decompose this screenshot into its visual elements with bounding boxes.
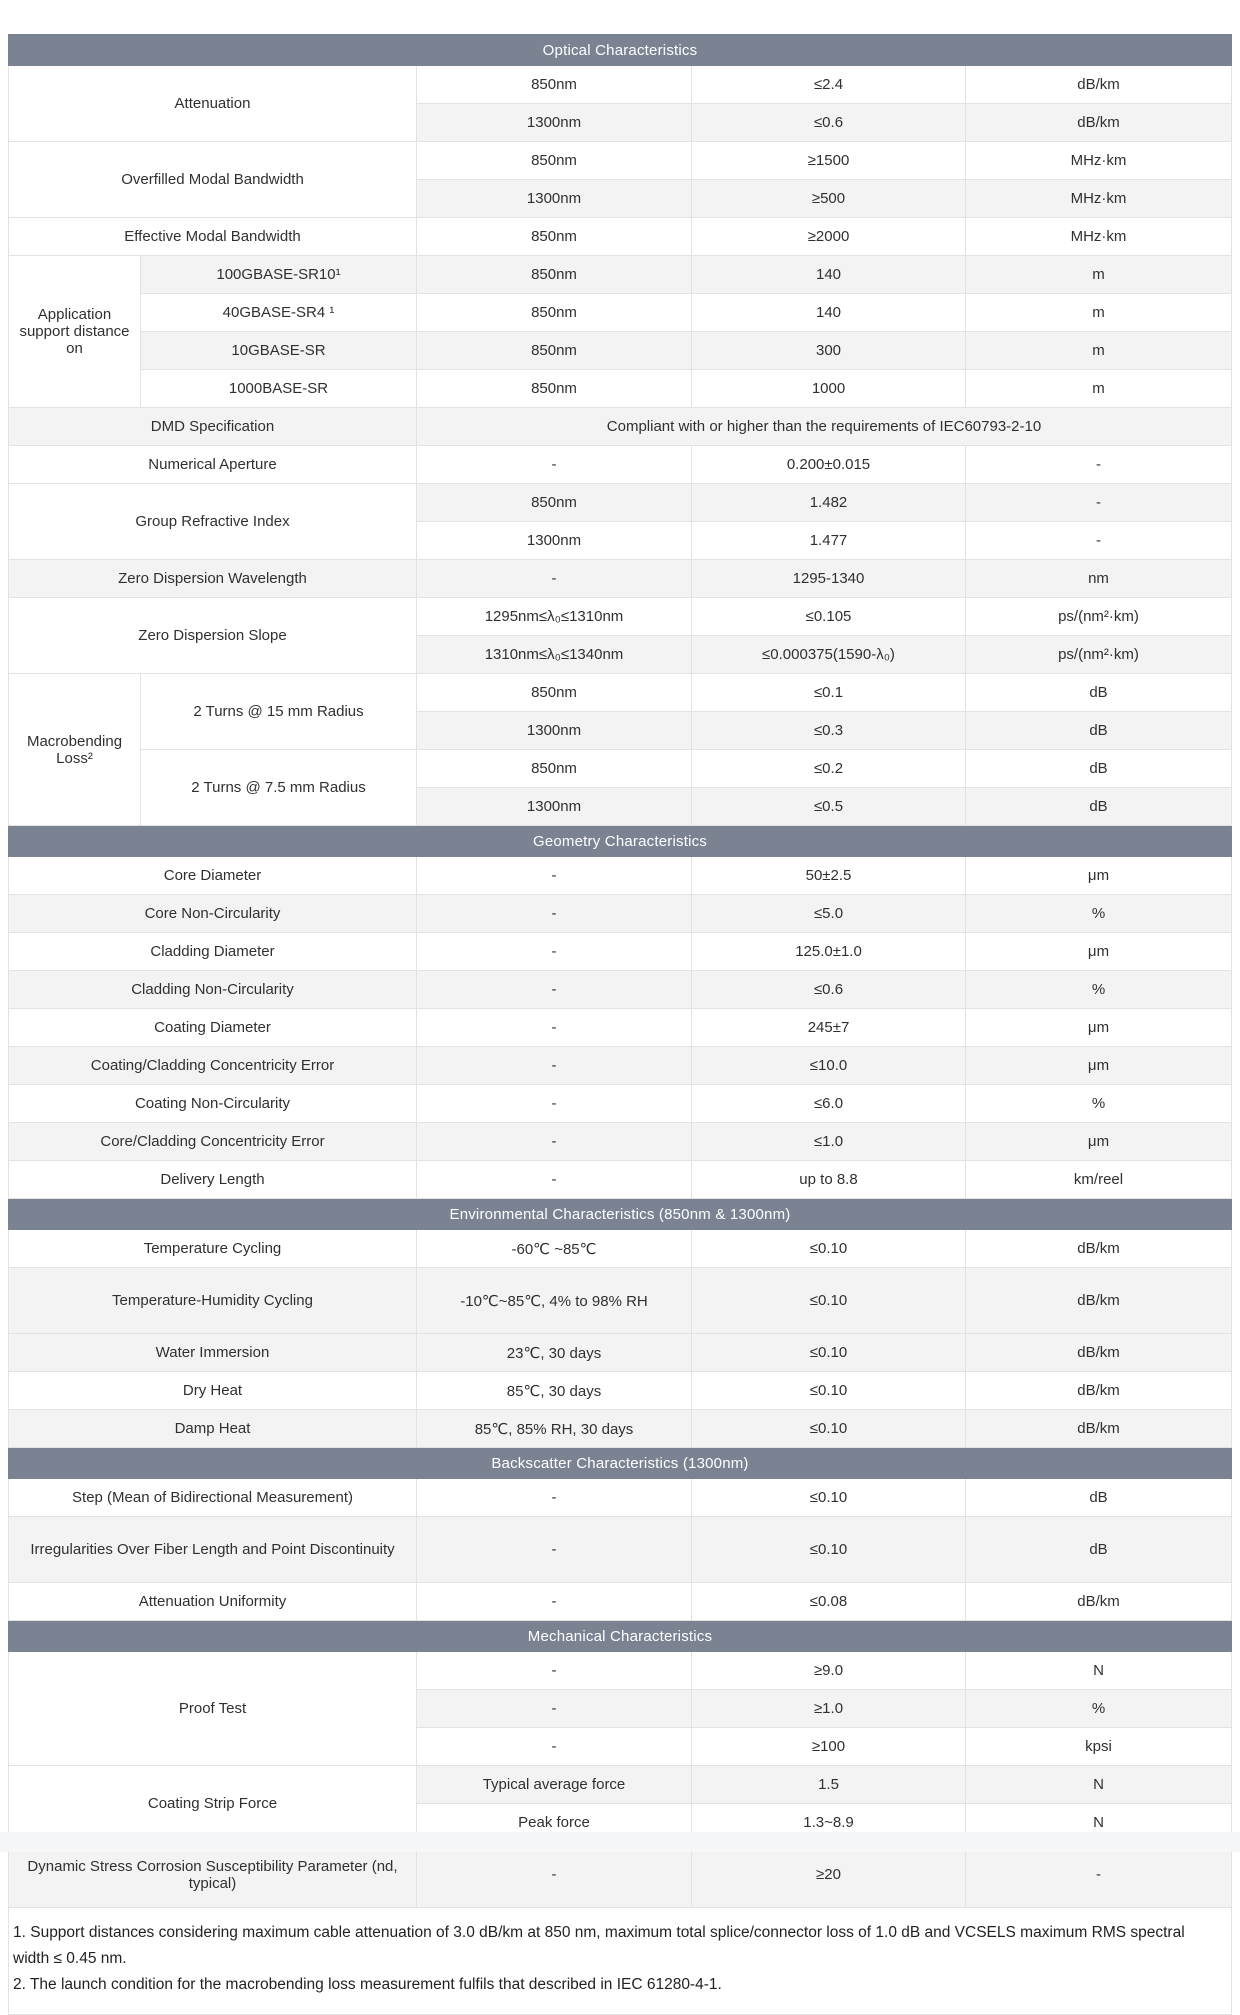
value-cell: ≤0.10 — [692, 1230, 966, 1268]
table-row — [9, 1161, 1232, 1199]
value-cell: ≤0.10 — [692, 1334, 966, 1372]
value-cell: 0.200±0.015 — [692, 446, 966, 484]
unit-cell: μm — [966, 1047, 1232, 1085]
condition-cell: - — [417, 1009, 692, 1047]
value-cell: 1.5 — [692, 1766, 966, 1804]
unit-cell: μm — [966, 857, 1232, 895]
subparam-cell: 2 Turns @ 15 mm Radius — [141, 674, 417, 750]
value-cell: ≤0.6 — [692, 104, 966, 142]
condition-cell: 850nm — [417, 66, 692, 104]
unit-cell: N — [966, 1766, 1232, 1804]
unit-cell: % — [966, 1085, 1232, 1123]
section-row-geometry — [9, 826, 1232, 857]
table-row — [9, 1372, 1232, 1410]
condition-cell: - — [417, 1842, 692, 1908]
unit-cell: dB/km — [966, 104, 1232, 142]
value-cell: 140 — [692, 256, 966, 294]
value-cell: 125.0±1.0 — [692, 933, 966, 971]
value-cell: 245±7 — [692, 1009, 966, 1047]
unit-cell: dB/km — [966, 1230, 1232, 1268]
condition-cell: - — [417, 1479, 692, 1517]
condition-cell: 850nm — [417, 218, 692, 256]
condition-cell: 1295nm≤λ₀≤1310nm — [417, 598, 692, 636]
condition-cell: - — [417, 446, 692, 484]
unit-cell: - — [966, 446, 1232, 484]
condition-cell: - — [417, 1690, 692, 1728]
unit-cell: MHz·km — [966, 218, 1232, 256]
value-cell: 50±2.5 — [692, 857, 966, 895]
param-cell: Step (Mean of Bidirectional Measurement) — [9, 1479, 417, 1517]
value-cell: ≤0.10 — [692, 1410, 966, 1448]
condition-cell: -60℃ ~85℃ — [417, 1230, 692, 1268]
param-cell: Group Refractive Index — [9, 484, 417, 560]
table-row — [9, 1652, 1232, 1690]
unit-cell: m — [966, 332, 1232, 370]
unit-cell: ps/(nm²·km) — [966, 636, 1232, 674]
subparam-cell: 1000BASE-SR — [141, 370, 417, 408]
value-cell: ≤10.0 — [692, 1047, 966, 1085]
unit-cell: dB/km — [966, 1372, 1232, 1410]
param-cell: Core/Cladding Concentricity Error — [9, 1123, 417, 1161]
param-cell: Attenuation — [9, 66, 417, 142]
unit-cell: dB — [966, 788, 1232, 826]
condition-cell: Typical average force — [417, 1766, 692, 1804]
param-cell: Zero Dispersion Slope — [9, 598, 417, 674]
table-row — [9, 408, 1232, 446]
unit-cell: N — [966, 1652, 1232, 1690]
table-row — [9, 560, 1232, 598]
table-row — [9, 1583, 1232, 1621]
unit-cell: dB — [966, 750, 1232, 788]
value-cell: ≥20 — [692, 1842, 966, 1908]
condition-cell: - — [417, 560, 692, 598]
value-cell: ≥1.0 — [692, 1690, 966, 1728]
unit-cell: dB — [966, 712, 1232, 750]
condition-cell: 85℃, 85% RH, 30 days — [417, 1410, 692, 1448]
condition-cell: 850nm — [417, 370, 692, 408]
value-cell: ≤0.1 — [692, 674, 966, 712]
unit-cell: dB — [966, 1479, 1232, 1517]
param-cell: Numerical Aperture — [9, 446, 417, 484]
value-cell: ≤1.0 — [692, 1123, 966, 1161]
unit-cell: dB — [966, 1517, 1232, 1583]
unit-cell: MHz·km — [966, 142, 1232, 180]
param-cell: Core Diameter — [9, 857, 417, 895]
condition-cell: - — [417, 1047, 692, 1085]
unit-cell: dB/km — [966, 1268, 1232, 1334]
table-row — [9, 294, 1232, 332]
param-cell: Dry Heat — [9, 1372, 417, 1410]
condition-cell: 850nm — [417, 674, 692, 712]
value-cell: ≤0.6 — [692, 971, 966, 1009]
condition-cell: - — [417, 1123, 692, 1161]
value-cell: ≥9.0 — [692, 1652, 966, 1690]
condition-cell: 1300nm — [417, 522, 692, 560]
value-cell: 1.482 — [692, 484, 966, 522]
unit-cell: kpsi — [966, 1728, 1232, 1766]
unit-cell: km/reel — [966, 1161, 1232, 1199]
footnotes-row — [9, 1908, 1232, 2015]
unit-cell: dB/km — [966, 1410, 1232, 1448]
condition-cell: 1310nm≤λ₀≤1340nm — [417, 636, 692, 674]
condition-cell: 850nm — [417, 332, 692, 370]
unit-cell: m — [966, 256, 1232, 294]
value-cell: ≤0.08 — [692, 1583, 966, 1621]
condition-cell: - — [417, 857, 692, 895]
value-cell: 1295-1340 — [692, 560, 966, 598]
table-row — [9, 933, 1232, 971]
table-row — [9, 370, 1232, 408]
unit-cell: dB/km — [966, 1583, 1232, 1621]
table-row — [9, 1410, 1232, 1448]
footnote-2: 2. The launch condition for the macrobending loss measurement fulfils that described in IEC 61280-4-1. — [13, 1976, 722, 1993]
unit-cell: m — [966, 294, 1232, 332]
condition-cell: 1300nm — [417, 712, 692, 750]
spec-table-body — [9, 35, 1232, 2015]
unit-cell: - — [966, 484, 1232, 522]
condition-cell: 850nm — [417, 256, 692, 294]
footnote-1: 1. Support distances considering maximum cable attenuation of 3.0 dB/km at 850 nm, maximum total splice/connector loss of 1.0 dB and VCSELS maximum RMS spectral width ≤ 0.45 nm. — [13, 1924, 1185, 1967]
condition-cell: - — [417, 895, 692, 933]
table-row — [9, 1766, 1232, 1804]
value-cell: ≤0.5 — [692, 788, 966, 826]
condition-cell: - — [417, 1161, 692, 1199]
table-row — [9, 750, 1232, 788]
table-row — [9, 218, 1232, 256]
condition-cell: - — [417, 1085, 692, 1123]
subparam-cell: 2 Turns @ 7.5 mm Radius — [141, 750, 417, 826]
condition-cell: 850nm — [417, 294, 692, 332]
param-cell: Application support distance on — [9, 256, 141, 408]
table-row — [9, 66, 1232, 104]
page-footer-strip — [0, 1832, 1240, 1852]
section-header-geometry: Geometry Characteristics — [9, 826, 1232, 857]
value-cell: ≤0.10 — [692, 1372, 966, 1410]
value-cell: ≤0.2 — [692, 750, 966, 788]
param-cell: Coating Diameter — [9, 1009, 417, 1047]
table-row — [9, 332, 1232, 370]
unit-cell: nm — [966, 560, 1232, 598]
param-cell: Coating Strip Force — [9, 1766, 417, 1842]
param-cell: Coating/Cladding Concentricity Error — [9, 1047, 417, 1085]
param-cell: Core Non-Circularity — [9, 895, 417, 933]
unit-cell: μm — [966, 1123, 1232, 1161]
param-cell: Attenuation Uniformity — [9, 1583, 417, 1621]
param-cell: Coating Non-Circularity — [9, 1085, 417, 1123]
unit-cell: N — [966, 1804, 1232, 1842]
table-row — [9, 895, 1232, 933]
table-row — [9, 1517, 1232, 1583]
value-cell: ≤0.105 — [692, 598, 966, 636]
table-row — [9, 1009, 1232, 1047]
condition-cell: 1300nm — [417, 180, 692, 218]
unit-cell: - — [966, 522, 1232, 560]
value-cell: up to 8.8 — [692, 1161, 966, 1199]
subparam-cell: 10GBASE-SR — [141, 332, 417, 370]
unit-cell: % — [966, 1690, 1232, 1728]
table-row — [9, 674, 1232, 712]
footnotes — [9, 1908, 1232, 2015]
unit-cell: μm — [966, 1009, 1232, 1047]
value-cell: ≤0.10 — [692, 1479, 966, 1517]
param-cell: Effective Modal Bandwidth — [9, 218, 417, 256]
condition-cell: 23℃, 30 days — [417, 1334, 692, 1372]
value-cell: ≥1500 — [692, 142, 966, 180]
value-cell: ≥100 — [692, 1728, 966, 1766]
param-cell: Temperature Cycling — [9, 1230, 417, 1268]
param-cell: Zero Dispersion Wavelength — [9, 560, 417, 598]
value-cell: ≥2000 — [692, 218, 966, 256]
condition-cell: - — [417, 1728, 692, 1766]
section-header-optical: Optical Characteristics — [9, 35, 1232, 66]
table-row — [9, 484, 1232, 522]
param-cell: Water Immersion — [9, 1334, 417, 1372]
condition-cell: 850nm — [417, 142, 692, 180]
param-cell: Cladding Diameter — [9, 933, 417, 971]
condition-cell: 1300nm — [417, 104, 692, 142]
param-cell: Delivery Length — [9, 1161, 417, 1199]
unit-cell: % — [966, 971, 1232, 1009]
param-cell: Overfilled Modal Bandwidth — [9, 142, 417, 218]
unit-cell: - — [966, 1842, 1232, 1908]
condition-cell: Peak force — [417, 1804, 692, 1842]
condition-cell: 850nm — [417, 484, 692, 522]
condition-cell: 85℃, 30 days — [417, 1372, 692, 1410]
param-cell: DMD Specification — [9, 408, 417, 446]
value-cell: ≤2.4 — [692, 66, 966, 104]
param-cell: Dynamic Stress Corrosion Susceptibility Parameter (nd, typical) — [9, 1842, 417, 1908]
table-row — [9, 1479, 1232, 1517]
value-cell: ≤0.000375(1590-λ₀) — [692, 636, 966, 674]
table-row — [9, 446, 1232, 484]
condition-cell: - — [417, 1517, 692, 1583]
param-cell: Macrobending Loss² — [9, 674, 141, 826]
table-row — [9, 598, 1232, 636]
unit-cell: ps/(nm²·km) — [966, 598, 1232, 636]
value-cell: 1.477 — [692, 522, 966, 560]
condition-cell: - — [417, 971, 692, 1009]
section-header-backscatter: Backscatter Characteristics (1300nm) — [9, 1448, 1232, 1479]
table-row — [9, 142, 1232, 180]
unit-cell: MHz·km — [966, 180, 1232, 218]
subparam-cell: 40GBASE-SR4 ¹ — [141, 294, 417, 332]
condition-cell: - — [417, 1583, 692, 1621]
condition-cell: -10℃~85℃, 4% to 98% RH — [417, 1268, 692, 1334]
condition-cell: - — [417, 1652, 692, 1690]
unit-cell: % — [966, 895, 1232, 933]
param-cell: Temperature-Humidity Cycling — [9, 1268, 417, 1334]
unit-cell: dB/km — [966, 1334, 1232, 1372]
condition-cell: 850nm — [417, 750, 692, 788]
table-row — [9, 1334, 1232, 1372]
value-cell: 1000 — [692, 370, 966, 408]
param-cell: Cladding Non-Circularity — [9, 971, 417, 1009]
section-row-backscatter — [9, 1448, 1232, 1479]
unit-cell: μm — [966, 933, 1232, 971]
param-cell: Irregularities Over Fiber Length and Point Discontinuity — [9, 1517, 417, 1583]
table-row — [9, 971, 1232, 1009]
table-row — [9, 256, 1232, 294]
param-cell: Proof Test — [9, 1652, 417, 1766]
value-cell: ≤0.3 — [692, 712, 966, 750]
value-cell: ≥500 — [692, 180, 966, 218]
value-cell: ≤6.0 — [692, 1085, 966, 1123]
unit-cell: dB — [966, 674, 1232, 712]
table-row — [9, 857, 1232, 895]
section-row-optical — [9, 35, 1232, 66]
section-row-mechanical — [9, 1621, 1232, 1652]
section-header-mechanical: Mechanical Characteristics — [9, 1621, 1232, 1652]
value-cell: 1.3~8.9 — [692, 1804, 966, 1842]
table-row — [9, 1085, 1232, 1123]
table-row — [9, 1230, 1232, 1268]
section-header-environmental: Environmental Characteristics (850nm & 1300nm) — [9, 1199, 1232, 1230]
value-cell: 140 — [692, 294, 966, 332]
table-row — [9, 1047, 1232, 1085]
unit-cell: m — [966, 370, 1232, 408]
condition-cell: 1300nm — [417, 788, 692, 826]
param-cell: Damp Heat — [9, 1410, 417, 1448]
condition-cell: - — [417, 933, 692, 971]
value-cell: ≤0.10 — [692, 1517, 966, 1583]
value-cell: 300 — [692, 332, 966, 370]
value-cell: Compliant with or higher than the requirements of IEC60793-2-10 — [417, 408, 1232, 446]
table-row — [9, 1268, 1232, 1334]
subparam-cell: 100GBASE-SR10¹ — [141, 256, 417, 294]
table-row — [9, 1123, 1232, 1161]
value-cell: ≤0.10 — [692, 1268, 966, 1334]
section-row-environmental — [9, 1199, 1232, 1230]
unit-cell: dB/km — [966, 66, 1232, 104]
specification-table — [8, 34, 1232, 2015]
value-cell: ≤5.0 — [692, 895, 966, 933]
